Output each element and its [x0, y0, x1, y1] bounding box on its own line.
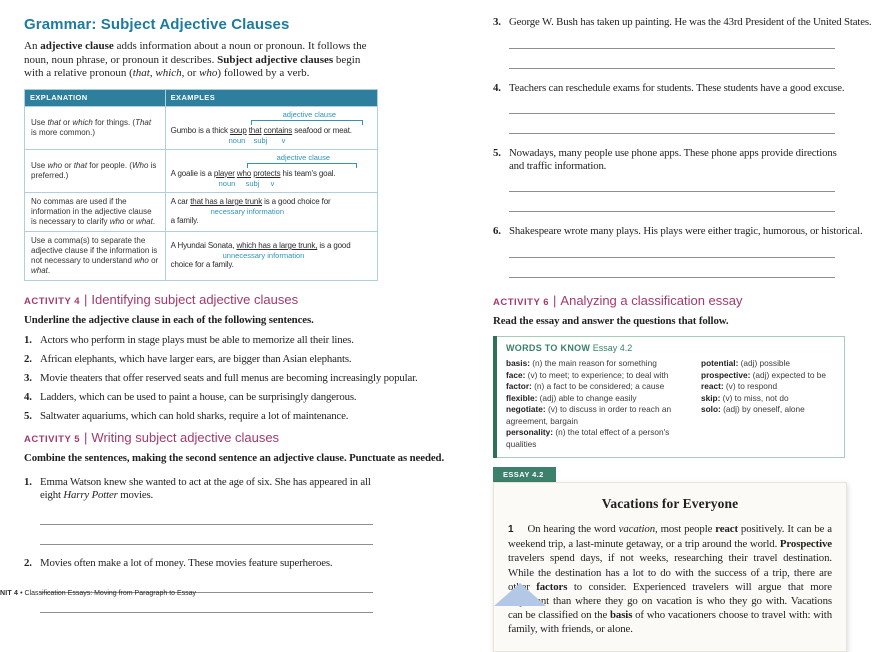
essay-tab: ESSAY 4.2: [493, 467, 556, 482]
example-sentence-continued: choice for a family.: [170, 260, 234, 269]
left-page: [0, 0, 445, 606]
exercise-item: [493, 82, 851, 135]
vocabulary-column-right: [701, 358, 836, 450]
words-to-know-label: WORDS TO KNOW: [506, 342, 591, 353]
example-sentence-continued: a family.: [170, 216, 199, 225]
table-row: [25, 106, 378, 149]
example-sentence: A car that has a large trunk is a good choice for: [170, 197, 331, 206]
vocab-entry: face: (v) to meet; to experience; to deal with: [506, 369, 669, 380]
exercise-item: [24, 476, 378, 545]
activity-5-directions: Combine the sentences, making the second sentence an adjective clause. Punctuate as needed.: [24, 452, 445, 464]
essay-title: Vacations for Everyone: [601, 496, 739, 511]
vocab-entry: factor: (n) a fact to be considered; a cause: [506, 381, 665, 391]
activity-6-directions: Read the essay and answer the questions that follow.: [493, 314, 729, 327]
activity-4-heading: [24, 291, 378, 309]
list-item: [493, 225, 863, 238]
answer-line: [509, 29, 835, 49]
activity-4-directions: Underline the adjective clause in each of the following sentences.: [24, 313, 314, 326]
label-verb: v: [270, 178, 275, 188]
clause-bracket: [247, 163, 357, 168]
table-row: [25, 231, 378, 280]
item-number: 3.: [493, 16, 501, 28]
answer-line: [40, 525, 373, 545]
label-noun: noun: [228, 135, 246, 145]
list-item: [493, 147, 851, 172]
paragraph-number: 1: [508, 524, 514, 535]
item-number: 5.: [24, 409, 32, 422]
adjective-clause-annotation: adjective clause: [282, 109, 337, 119]
grammar-table: [24, 89, 378, 281]
answer-line: [509, 114, 835, 134]
activity-5-title: Writing subject adjective clauses: [91, 430, 280, 445]
vocab-entry: personality: (n) the total effect of a person's qualities: [506, 427, 670, 449]
table-header-examples: EXAMPLES: [165, 89, 377, 106]
example-cell: [165, 149, 377, 192]
item-text: Nowadays, many people use phone apps. These phone apps provide directions and traffic information.: [509, 147, 837, 172]
table-header-row: [25, 89, 378, 106]
vocabulary-column-left: [506, 358, 701, 450]
activity-6-label: ACTIVITY 6: [493, 296, 550, 308]
item-number: 2.: [24, 352, 32, 365]
list-item: [24, 353, 378, 366]
footer-text: • Classification Essays: Moving from Paragraph to Essay: [18, 590, 197, 597]
item-text: Saltwater aquariums, which can hold sharks, require a lot of maintenance.: [40, 409, 349, 422]
answer-line: [509, 238, 835, 258]
page-footer: [0, 590, 196, 597]
list-item: [24, 391, 378, 404]
decorative-triangle-icon: [494, 583, 546, 606]
item-text: African elephants, which have larger ears, are bigger than Asian elephants.: [40, 352, 352, 365]
vocab-entry: skip: (v) to miss, not do: [701, 392, 789, 403]
explanation-cell: No commas are used if the information in the adjective clause is necessary to clarify who or what.: [25, 192, 166, 231]
list-item: [24, 476, 378, 501]
answer-line: [509, 258, 835, 278]
label-noun: noun: [218, 178, 236, 188]
table-header-explanation: EXPLANATION: [25, 89, 166, 106]
table-row: [25, 149, 378, 192]
vocab-entry: flexible: (adj) able to change easily: [506, 392, 637, 403]
vocab-entry: solo: (adj) by oneself, alone: [701, 404, 805, 414]
list-item: [24, 334, 378, 347]
answer-line: [509, 94, 835, 114]
list-item: [24, 371, 418, 385]
answer-line: [40, 505, 373, 525]
activity-4-title: Identifying subject adjective clauses: [91, 291, 299, 307]
item-number: 1.: [24, 476, 32, 488]
item-text: Shakespeare wrote many plays. His plays were either tragic, humorous, or historical.: [509, 225, 863, 237]
label-subj: subj: [245, 178, 260, 188]
intro-paragraph: An adjective clause adds information about a noun or pronoun. It follows the noun, noun phrase, or pronoun it describes. Subject adjective clauses begin with a relative pronoun (that, which, or who) followed by a verb.: [24, 40, 367, 79]
explanation-cell: Use who or that for people. (Who is preferred.): [25, 149, 166, 192]
example-sentence: Gumbo is a thick soup that contains seafood or meat.: [170, 125, 352, 135]
exercise-item: [493, 225, 863, 278]
item-number: 6.: [493, 225, 501, 237]
example-cell: [165, 231, 377, 280]
clause-bracket: [251, 120, 363, 125]
vocab-entry: prospective: (adj) expected to be: [701, 369, 826, 380]
words-to-know-subtitle: Essay 4.2: [592, 342, 633, 353]
unnecessary-information-note: unnecessary information: [222, 251, 305, 260]
table-row: [25, 192, 378, 231]
example-cell: [165, 192, 377, 231]
grammar-labels: [171, 179, 372, 189]
item-text: Actors who perform in stage plays must be able to memorize all their lines.: [40, 333, 354, 346]
item-number: 1.: [24, 333, 32, 346]
answer-line: [509, 172, 835, 192]
grammar-labels: [171, 136, 372, 146]
vocab-entry: react: (v) to respond: [701, 381, 778, 391]
right-page: [440, 0, 880, 636]
item-number: 4.: [24, 390, 32, 403]
necessary-information-note: necessary information: [210, 207, 285, 216]
explanation-cell: Use a comma(s) to separate the adjective clause if the information is not necessary to understand who or what.: [25, 231, 166, 280]
activity-4-label: ACTIVITY 4: [24, 295, 81, 307]
answer-line: [509, 192, 835, 212]
item-text: Emma Watson knew she wanted to act at the age of six. She has appeared in all eight Harry Potter movies.: [40, 476, 371, 501]
exercise-item: [493, 147, 851, 212]
vocab-entry: negotiate: (v) to discuss in order to reach an agreement, bargain: [506, 404, 672, 426]
activity-5-heading: [24, 429, 378, 447]
vocab-entry: potential: (adj) possible: [701, 358, 790, 368]
unit-label: NIT 4: [0, 590, 19, 597]
example-cell: [165, 106, 377, 149]
heading-separator: |: [84, 430, 88, 445]
adjective-clause-annotation: adjective clause: [276, 152, 331, 162]
list-item: [493, 16, 872, 29]
answer-line: [509, 49, 835, 69]
words-to-know-heading: [506, 343, 836, 355]
activity-6-title: Analyzing a classification essay: [560, 292, 743, 308]
item-number: 2.: [24, 557, 32, 569]
list-item: [493, 82, 851, 95]
list-item: [24, 557, 378, 570]
item-number: 3.: [24, 371, 32, 384]
activity-4-list: [24, 333, 418, 423]
paragraph-text: On hearing the word vacation, most people react positively. It can be a weekend trip, a last-minute getaway, or a trip around the world. Prospective travelers spend days, if not weeks, researching their travel destination. While the destination has a lot to do with the success of a trip, there are other factors to consider. Experienced travelers will argue that more important than where they go on vacation is who they go with. Vacations can be classified on the basis of who vacationers choose to travel with: with family, with friends, or alone.: [508, 523, 832, 636]
item-text: Teachers can reschedule exams for students. These students have a good excuse.: [509, 81, 845, 94]
item-text: George W. Bush has taken up painting. He was the 43rd President of the United States.: [509, 16, 872, 28]
exercise-item: [493, 16, 872, 69]
item-text: Movies often make a lot of money. These movies feature superheroes.: [40, 557, 333, 569]
item-text: Movie theaters that offer reserved seats and full menus are becoming increasingly popular.: [40, 371, 418, 384]
words-to-know-box: [493, 336, 845, 459]
item-number: 5.: [493, 147, 501, 159]
essay-paragraph: [508, 522, 832, 637]
list-item: [24, 410, 378, 423]
item-number: 4.: [493, 81, 501, 94]
heading-separator: |: [553, 292, 557, 308]
essay-box: [493, 482, 847, 652]
heading-separator: |: [84, 291, 88, 307]
example-sentence: A goalie is a player who protects his team's goal.: [170, 168, 336, 178]
activity-6-heading: [493, 292, 851, 310]
vocab-entry: basis: (n) the main reason for something: [506, 358, 657, 368]
item-text: Ladders, which can be used to paint a house, can be surprisingly dangerous.: [40, 390, 357, 403]
explanation-cell: Use that or which for things. (That is more common.): [25, 106, 166, 149]
grammar-section-title: Grammar: Subject Adjective Clauses: [24, 16, 290, 33]
label-verb: v: [281, 135, 286, 145]
activity-5-label: ACTIVITY 5: [24, 434, 81, 445]
exercise-item: [24, 557, 378, 613]
label-subj: subj: [253, 135, 268, 145]
example-sentence: A Hyundai Sonata, which has a large trunk, is a good: [170, 241, 351, 250]
